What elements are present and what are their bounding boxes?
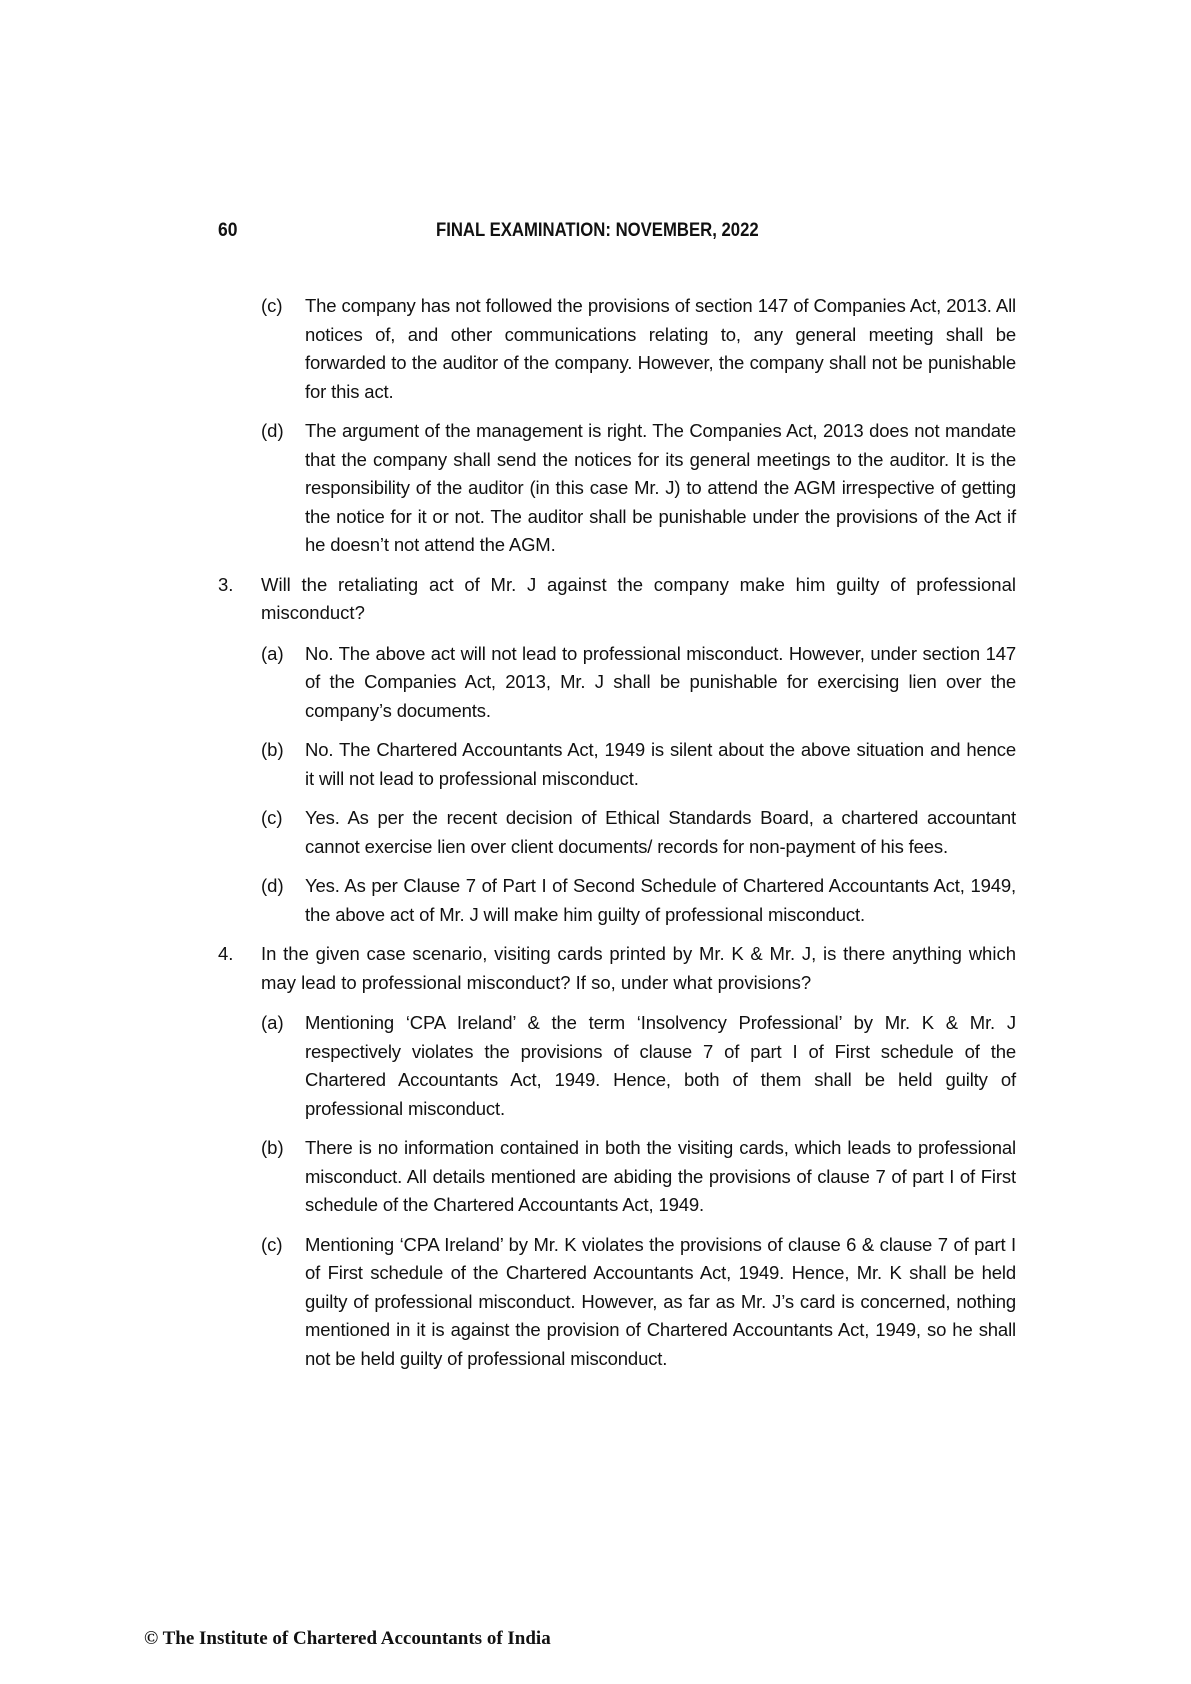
- option-item: [261, 736, 1016, 793]
- continued-options: [261, 292, 1016, 560]
- option-label: (d): [261, 420, 284, 441]
- option-text: There is no information contained in both the visiting cards, which leads to professional misconduct. All details mentioned are abiding the provisions of clause 7 of part I of First schedule of the Chartered Accountants Act, 1949.: [305, 1137, 1016, 1215]
- option-label: (a): [261, 1012, 284, 1033]
- option-label: (c): [261, 1233, 283, 1255]
- option-label: (b): [261, 739, 284, 760]
- option-item: [261, 804, 1016, 861]
- question-item: [218, 571, 1016, 640]
- question-text: In the given case scenario, visiting cards printed by Mr. K & Mr. J, is there anything which may lead to professional misconduct? If so, under what provisions?: [261, 943, 1016, 993]
- option-item: [261, 292, 1016, 406]
- option-item: [261, 640, 1016, 726]
- option-item: [261, 1009, 1016, 1123]
- question-number: 4.: [218, 943, 234, 964]
- page-number: 60: [218, 220, 238, 241]
- option-item: [261, 1134, 1016, 1220]
- question-body: [261, 940, 1016, 1009]
- copyright-footer: © The Institute of Chartered Accountants of India: [144, 1628, 551, 1649]
- option-text: No. The above act will not lead to professional misconduct. However, under section 147 of the Companies Act, 2013, Mr. J shall be punishable for exercising lien over the company’s documents.: [305, 642, 1016, 721]
- option-label: (d): [261, 875, 284, 896]
- option-item: [261, 417, 1016, 560]
- option-item: [261, 1231, 1016, 1374]
- option-item: [261, 872, 1016, 929]
- page-content: [218, 292, 1016, 1384]
- option-text: Mentioning ‘CPA Ireland’ by Mr. K violates the provisions of clause 6 & clause 7 of part I of First schedule of the Chartered Accountants Act, 1949. Hence, Mr. K shall be held guilty of professional misconduct. However, as far as Mr. J’s card is concerned, nothing mentioned in it is against the provision of Chartered Accountants Act, 1949, so he shall not be held guilty of professional misconduct.: [305, 1233, 1016, 1369]
- option-text: Yes. As per the recent decision of Ethical Standards Board, a chartered accountant cannot exercise lien over client documents/ records for non-payment of his fees.: [305, 807, 1016, 857]
- question-number: 3.: [218, 573, 234, 595]
- question-options: [261, 1009, 1016, 1373]
- option-text: Mentioning ‘CPA Ireland’ & the term ‘Insolvency Professional’ by Mr. K & Mr. J respectively violates the provisions of clause 7 of part I of First schedule of the Chartered Accountants Act, 1949. Hence, both of them shall be held guilty of professional misconduct.: [305, 1012, 1016, 1119]
- option-text: The argument of the management is right. The Companies Act, 2013 does not mandate that the company shall send the notices for its general meetings to the auditor. It is the responsibility of the auditor (in this case Mr. J) to attend the AGM irrespective of getting the notice for it or not. The auditor shall be punishable under the provisions of the Act if he doesn’t not attend the AGM.: [305, 420, 1016, 555]
- option-label: (c): [261, 807, 283, 828]
- option-text: No. The Chartered Accountants Act, 1949 is silent about the above situation and hence it will not lead to professional misconduct.: [305, 739, 1016, 789]
- question-body: [261, 571, 1016, 640]
- question-text: Will the retaliating act of Mr. J against the company make him guilty of professional misconduct?: [261, 573, 1016, 623]
- page-title: FINAL EXAMINATION: NOVEMBER, 2022: [436, 220, 759, 241]
- option-label: (a): [261, 642, 284, 664]
- option-label: (c): [261, 295, 283, 316]
- option-label: (b): [261, 1137, 284, 1158]
- question-item: [218, 940, 1016, 1009]
- option-text: Yes. As per Clause 7 of Part I of Second Schedule of Chartered Accountants Act, 1949, the above act of Mr. J will make him guilty of professional misconduct.: [305, 875, 1016, 925]
- option-text: The company has not followed the provisions of section 147 of Companies Act, 2013. All notices of, and other communications relating to, any general meeting shall be forwarded to the auditor of the company. However, the company shall not be punishable for this act.: [305, 295, 1016, 402]
- question-options: [261, 640, 1016, 930]
- page-header: [0, 220, 1191, 250]
